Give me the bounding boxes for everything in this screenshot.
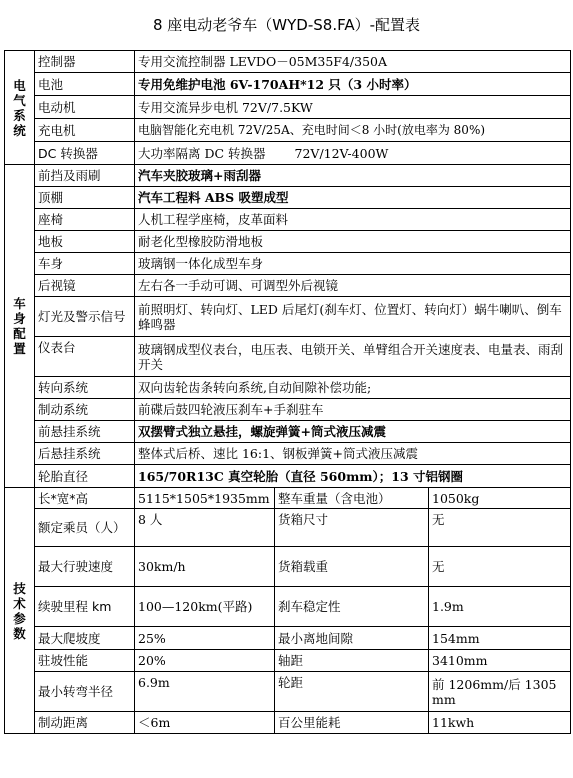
table-row xyxy=(5,231,571,253)
row-value: 165/70R13C 真空轮胎（直径 560mm）；13 寸铝钢圈 xyxy=(135,465,571,488)
row-value: 汽车工程料 ABS 吸塑成型 xyxy=(135,187,571,209)
row-label: 后视镜 xyxy=(35,275,135,297)
row-label: 电池 xyxy=(35,73,135,96)
param-label: 制动距离 xyxy=(35,712,135,734)
row-label: 后悬挂系统 xyxy=(35,443,135,465)
param-label: 续驶里程 km xyxy=(35,587,135,627)
row-label: 顶棚 xyxy=(35,187,135,209)
row-label: 灯光及警示信号 xyxy=(35,297,135,337)
document-title: 8 座电动老爷车（WYD-S8.FA）-配置表 xyxy=(152,16,421,34)
table-row xyxy=(5,650,571,672)
param-label: 额定乘员（人） xyxy=(35,509,135,547)
table-row xyxy=(5,142,571,165)
table-row xyxy=(5,509,571,547)
param-value: ＜6m xyxy=(135,712,275,734)
row-label: DC 转换器 xyxy=(35,142,135,165)
param-value: 11kwh xyxy=(429,712,571,734)
param-label: 驻坡性能 xyxy=(35,650,135,672)
param-label: 最小离地间隙 xyxy=(275,627,429,650)
table-row xyxy=(5,119,571,142)
row-value: 电脑智能化充电机 72V/25A、充电时间＜8 小时(放电率为 80%) xyxy=(135,119,571,142)
table-row xyxy=(5,209,571,231)
param-value: 154mm xyxy=(429,627,571,650)
section-label-electrical: 电气系统 xyxy=(5,51,35,165)
param-value: 无 xyxy=(429,509,571,547)
row-label: 前悬挂系统 xyxy=(35,421,135,443)
param-value: 3410mm xyxy=(429,650,571,672)
param-value: 8 人 xyxy=(135,509,275,547)
row-label: 制动系统 xyxy=(35,399,135,421)
row-value: 专用免维护电池 6V-170AH*12 只（3 小时率） xyxy=(135,73,571,96)
table-row xyxy=(5,253,571,275)
table-row xyxy=(5,712,571,734)
row-value: 前碟后鼓四轮液压刹车+手刹驻车 xyxy=(135,399,571,421)
table-row xyxy=(5,587,571,627)
param-value: 前 1206mm/后 1305mm xyxy=(429,672,571,712)
table-row xyxy=(5,96,571,119)
table-row xyxy=(5,627,571,650)
row-value: 汽车夹胶玻璃+雨刮器 xyxy=(135,165,571,187)
param-label: 刹车稳定性 xyxy=(275,587,429,627)
row-value: 左右各一手动可调、可调型外后视镜 xyxy=(135,275,571,297)
table-row xyxy=(5,672,571,712)
row-value: 整体式后桥、速比 16:1、钢板弹簧+筒式液压减震 xyxy=(135,443,571,465)
param-value: 1.9m xyxy=(429,587,571,627)
param-value: 100—120km(平路) xyxy=(135,587,275,627)
row-label: 电动机 xyxy=(35,96,135,119)
row-value: 耐老化型橡胶防滑地板 xyxy=(135,231,571,253)
table-row xyxy=(5,297,571,337)
row-label: 地板 xyxy=(35,231,135,253)
row-value: 前照明灯、转向灯、LED 后尾灯(刹车灯、位置灯、转向灯）蜗牛喇叭、倒车蜂鸣器 xyxy=(135,297,571,337)
param-label: 最大行驶速度 xyxy=(35,547,135,587)
param-value: 5115*1505*1935mm xyxy=(135,488,275,509)
param-label: 货箱尺寸 xyxy=(275,509,429,547)
param-value: 30km/h xyxy=(135,547,275,587)
table-row xyxy=(5,488,571,509)
param-value: 1050kg xyxy=(429,488,571,509)
param-label: 轮距 xyxy=(275,672,429,712)
param-label: 整车重量（含电池） xyxy=(275,488,429,509)
table-row xyxy=(5,337,571,377)
spec-table xyxy=(4,50,571,734)
table-row xyxy=(5,465,571,488)
param-label: 轴距 xyxy=(275,650,429,672)
table-row xyxy=(5,51,571,73)
row-value: 双向齿轮齿条转向系统,自动间隙补偿功能; xyxy=(135,377,571,399)
table-row xyxy=(5,547,571,587)
table-row xyxy=(5,187,571,209)
table-row xyxy=(5,275,571,297)
row-value: 专用交流异步电机 72V/7.5KW xyxy=(135,96,571,119)
table-row xyxy=(5,399,571,421)
row-label: 轮胎直径 xyxy=(35,465,135,488)
param-label: 长*宽*高 xyxy=(35,488,135,509)
table-row xyxy=(5,443,571,465)
param-label: 货箱载重 xyxy=(275,547,429,587)
row-label: 座椅 xyxy=(35,209,135,231)
row-value: 双摆臂式独立悬挂，螺旋弹簧+筒式液压减震 xyxy=(135,421,571,443)
table-row xyxy=(5,165,571,187)
row-value: 专用交流控制器 LEVDO－05M35F4/350A xyxy=(135,51,571,73)
row-label: 前挡及雨刷 xyxy=(35,165,135,187)
row-label: 仪表台 xyxy=(35,337,135,377)
param-value: 25% xyxy=(135,627,275,650)
param-value: 6.9m xyxy=(135,672,275,712)
row-label: 车身 xyxy=(35,253,135,275)
row-value: 玻璃钢一体化成型车身 xyxy=(135,253,571,275)
row-label: 转向系统 xyxy=(35,377,135,399)
table-row xyxy=(5,377,571,399)
param-label: 百公里能耗 xyxy=(275,712,429,734)
row-label: 充电机 xyxy=(35,119,135,142)
row-value: 玻璃钢成型仪表台，电压表、电锁开关、单臂组合开关速度表、电量表、雨刮开关 xyxy=(135,337,571,377)
row-value: 大功率隔离 DC 转换器 72V/12V-400W xyxy=(135,142,571,165)
section-label-body: 车身配置 xyxy=(5,165,35,488)
param-label: 最大爬坡度 xyxy=(35,627,135,650)
param-value: 无 xyxy=(429,547,571,587)
table-row xyxy=(5,73,571,96)
table-row xyxy=(5,421,571,443)
row-label: 控制器 xyxy=(35,51,135,73)
param-label: 最小转弯半径 xyxy=(35,672,135,712)
row-value: 人机工程学座椅，皮革面料 xyxy=(135,209,571,231)
section-label-technical: 技术参数 xyxy=(5,488,35,734)
param-value: 20% xyxy=(135,650,275,672)
